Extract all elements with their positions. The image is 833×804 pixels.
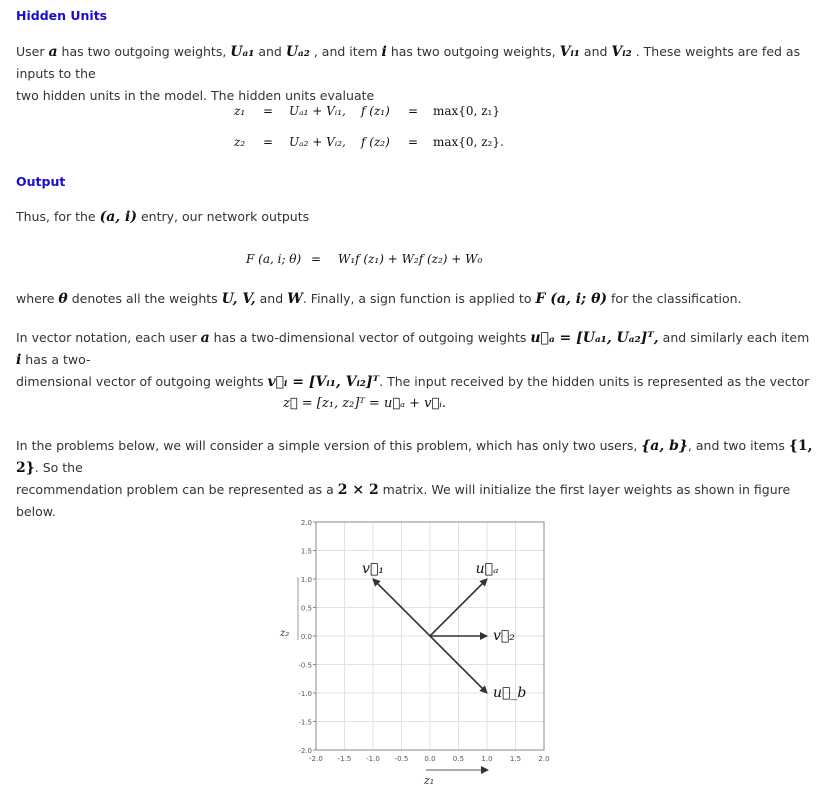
var-ua2: Uₐ₂ (285, 44, 310, 60)
x-tick-label: -1.0 (366, 755, 380, 763)
output-eq-lhs: F (a, i; θ) (246, 252, 302, 266)
eq1-equals2: = (408, 104, 419, 118)
y-tick-label: -2.0 (298, 747, 312, 755)
x-tick-label: -0.5 (394, 755, 409, 763)
text: , and two items (687, 438, 789, 453)
x-tick-label: 1.0 (481, 755, 493, 763)
eq1-equals: = (263, 104, 274, 118)
eq1-max: max{0, z₁} (433, 104, 500, 118)
var-theta: θ (58, 291, 68, 307)
text: Thus, for the (16, 209, 100, 224)
y-tick-label: 1.0 (300, 576, 312, 584)
text: In the problems below, we will consider a simple version of this problem, which has only two users, (16, 438, 642, 453)
output-eq-equals: = (311, 252, 322, 266)
text: matrix. We will initialize the first layer weights as shown in figure below. (16, 482, 791, 519)
text: User (16, 44, 49, 59)
x-tick-label: 2.0 (538, 755, 550, 763)
eq2-f: f (z₂) (361, 135, 390, 149)
eq1-rhs: Uₐ₁ + Vᵢ₁, (289, 104, 346, 118)
text: and (579, 44, 612, 59)
x-tick-label: 1.5 (509, 755, 522, 763)
output-heading: Output (16, 174, 66, 189)
text: has a two-dimensional vector of outgoing weights (209, 330, 531, 345)
matrix-dim: 2 × 2 (337, 482, 379, 498)
text: . So the (34, 460, 83, 475)
text: has two outgoing weights, (57, 44, 231, 59)
text: entry, our network outputs (136, 209, 310, 224)
eq1-lhs: z₁ (234, 104, 246, 118)
vector-z-equation: z⃗ = [z₁, z₂]ᵀ = u⃗ₐ + v⃗ᵢ. (283, 396, 447, 411)
vec-vi: v⃗ᵢ = [Vᵢ₁, Vᵢ₂]ᵀ (267, 374, 380, 390)
y-tick-label: -1.0 (298, 690, 312, 698)
vector-label: v⃗₂ (493, 628, 515, 644)
hidden-units-heading: Hidden Units (16, 8, 108, 23)
eq2-rhs: Uₐ₂ + Vᵢ₂, (289, 135, 346, 149)
eq2-lhs: z₂ (234, 135, 246, 149)
eq1-f: f (z₁) (361, 104, 390, 118)
var-F: F (a, i; θ) (535, 291, 608, 307)
tuple-ai: (a, i) (99, 209, 137, 225)
var-uv: U, V, (221, 291, 256, 307)
var-vi2: Vᵢ₂ (611, 44, 632, 60)
text: . These weights are fed as inputs to the (16, 44, 801, 81)
text: and (254, 44, 286, 59)
var-ua1: Uₐ₁ (230, 44, 255, 60)
text: In vector notation, each user (16, 330, 201, 345)
set-items: {1, 2} (16, 438, 813, 476)
text: two hidden units in the model. The hidden units evaluate (16, 88, 375, 103)
text: denotes all the weights (67, 291, 222, 306)
var-W: W (287, 291, 303, 307)
text: and similarly each item (658, 330, 810, 345)
text: . The input received by the hidden units is represented as the vector (379, 374, 810, 389)
text: , and item (309, 44, 382, 59)
text: recommendation problem can be represented as a (16, 482, 338, 497)
y-tick-label: 0.5 (300, 604, 312, 613)
var-i: i (381, 44, 387, 60)
var-i2: i (16, 352, 22, 368)
text: and (255, 291, 288, 306)
y-axis-label: z₂ (280, 628, 290, 639)
text: for the classification. (607, 291, 742, 306)
x-axis-label: z₁ (424, 774, 435, 787)
y-tick-label: 1.5 (300, 547, 312, 556)
set-users: {a, b} (641, 438, 688, 454)
vector-label: u⃗ₐ (475, 561, 499, 577)
x-tick-label: 0.0 (424, 755, 436, 763)
y-tick-label: 2.0 (300, 519, 312, 527)
eq2-equals2: = (408, 135, 419, 149)
var-vi1: Vᵢ₁ (559, 44, 580, 60)
eq2-max: max{0, z₂}. (433, 135, 504, 149)
vector-label: u⃗_b (493, 685, 527, 701)
text: dimensional vector of outgoing weights (16, 374, 268, 389)
vec-ua: u⃗ₐ = [Uₐ₁, Uₐ₂]ᵀ, (530, 330, 659, 346)
y-tick-label: -1.5 (298, 718, 312, 727)
eq2-equals: = (263, 135, 274, 149)
x-tick-label: -2.0 (309, 755, 323, 763)
vector-label: v⃗₁ (362, 561, 384, 577)
text: has two outgoing weights, (386, 44, 560, 59)
x-tick-label: 0.5 (452, 755, 465, 763)
text: . Finally, a sign function is applied to (302, 291, 536, 306)
output-eq-rhs: W₁f (z₁) + W₂f (z₂) + W₀ (338, 252, 483, 266)
x-tick-label: -1.5 (337, 755, 352, 763)
y-tick-label: 0.0 (300, 633, 312, 641)
y-tick-label: -0.5 (298, 661, 312, 670)
text: has a two- (21, 352, 91, 367)
var-a2: a (200, 330, 210, 346)
var-a: a (48, 44, 58, 60)
text: where (16, 291, 59, 306)
